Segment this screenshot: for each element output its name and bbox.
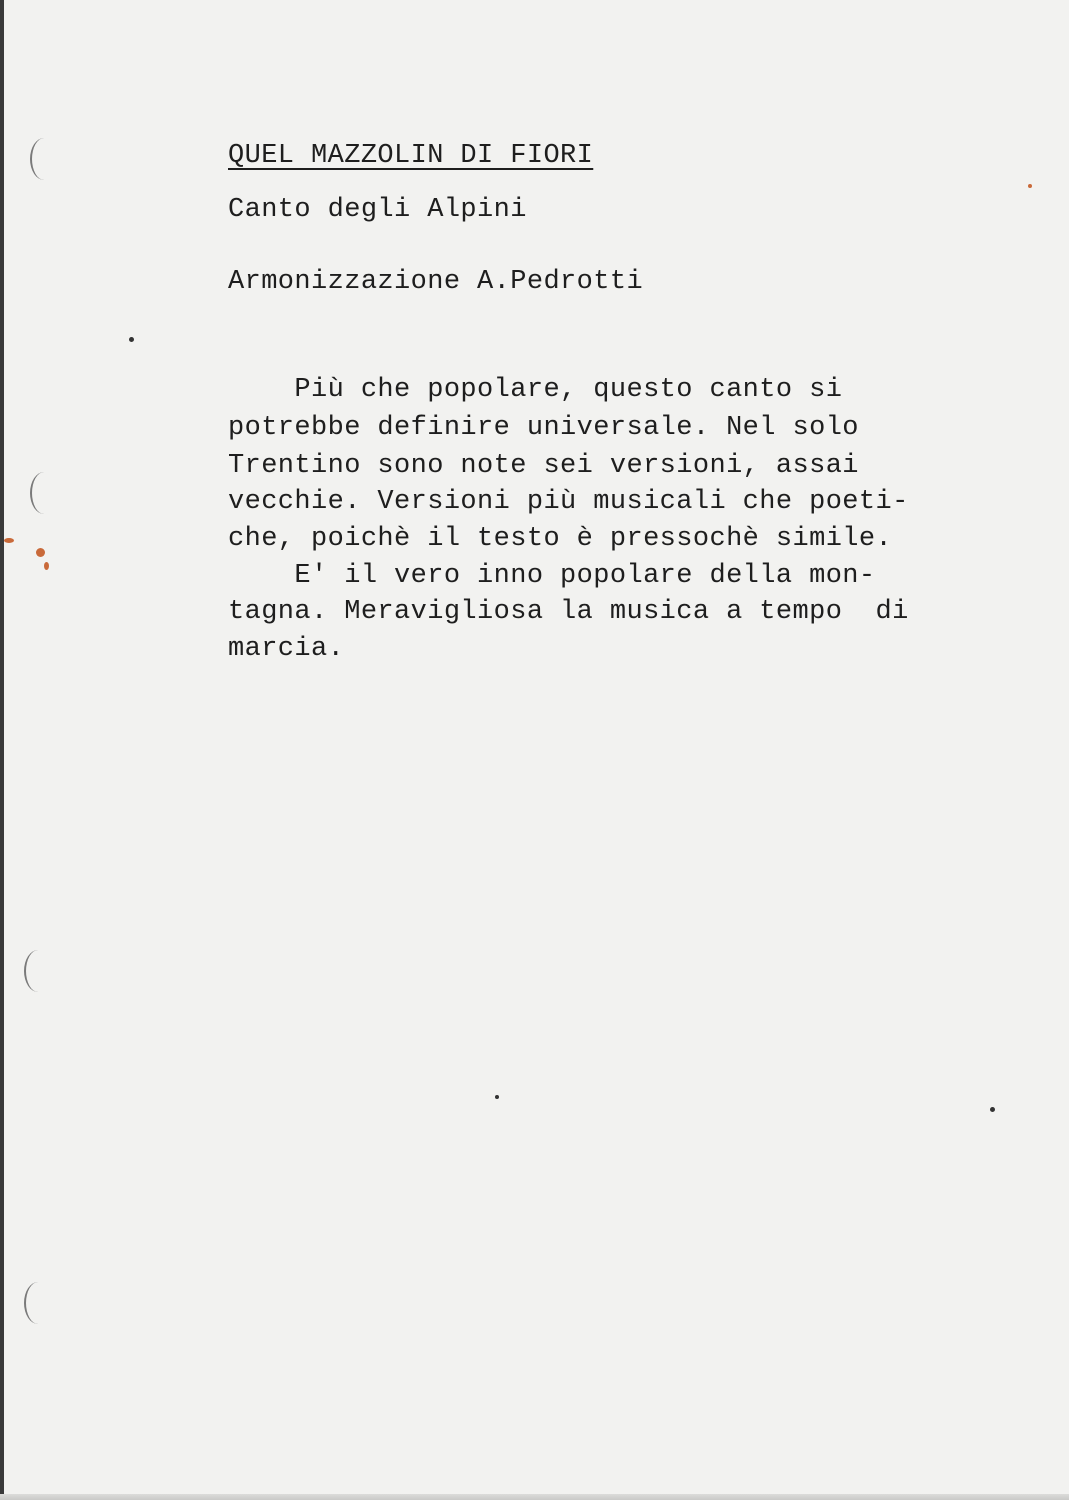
document-title: QUEL MAZZOLIN DI FIORI (228, 141, 594, 171)
punch-hole-mark (30, 138, 58, 180)
page-edge-bottom (0, 1494, 1069, 1500)
punch-hole-mark (24, 950, 52, 992)
rust-stain (1028, 184, 1032, 188)
ink-speck (495, 1095, 499, 1099)
body-line: marcia. (228, 634, 345, 664)
rust-stain (4, 538, 14, 543)
page-edge-left (0, 0, 4, 1500)
ink-speck (990, 1107, 995, 1112)
rust-stain (36, 548, 45, 557)
rust-stain (44, 562, 49, 570)
document-subtitle: Canto degli Alpini (228, 195, 527, 225)
body-line: vecchie. Versioni più musicali che poeti- (228, 487, 909, 517)
arrangement-credit: Armonizzazione A.Pedrotti (228, 267, 644, 297)
body-line: E' il vero inno popolare della mon- (228, 561, 876, 591)
body-line: Trentino sono note sei versioni, assai (228, 451, 859, 481)
ink-speck (129, 337, 134, 342)
body-line: che, poichè il testo è pressochè simile. (228, 524, 893, 554)
body-line: tagna. Meravigliosa la musica a tempo di (228, 597, 909, 627)
punch-hole-mark (30, 472, 58, 514)
body-line: potrebbe definire universale. Nel solo (228, 413, 859, 443)
punch-hole-mark (24, 1282, 52, 1324)
body-line: Più che popolare, questo canto si (228, 375, 843, 405)
